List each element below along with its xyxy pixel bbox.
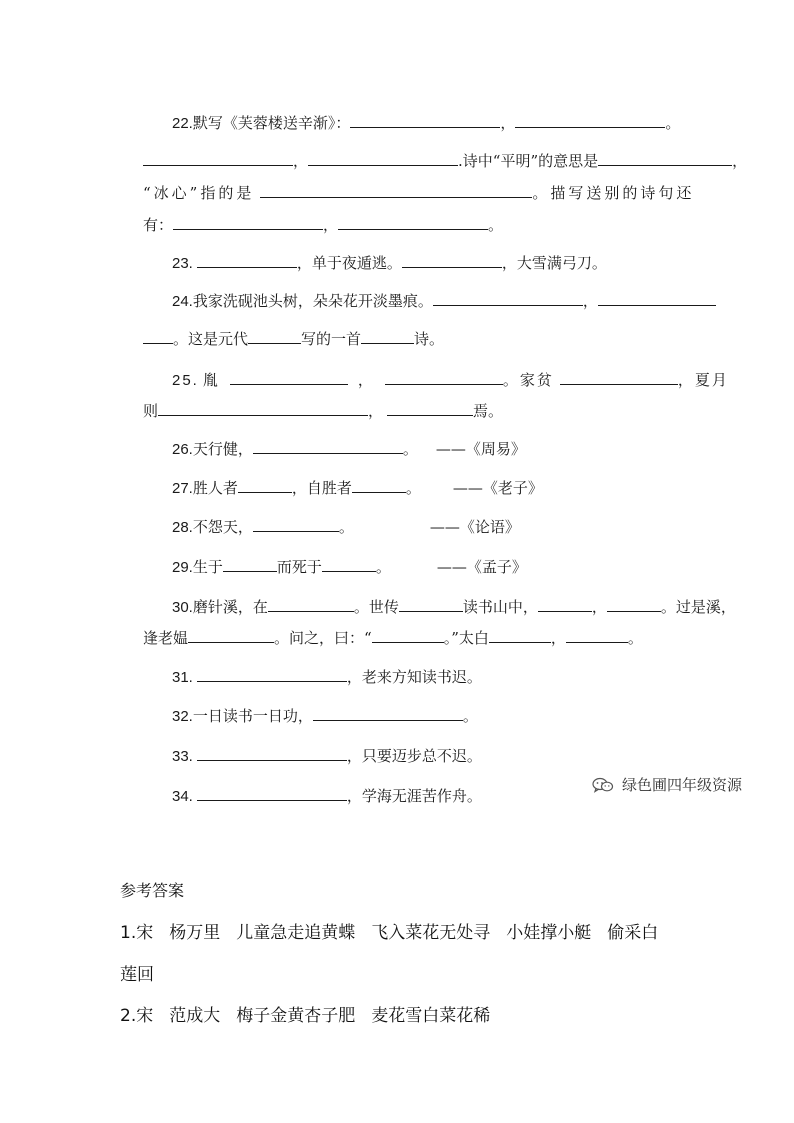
punctuation: ，: [732, 152, 748, 170]
watermark-text: 绿色圃四年级资源: [622, 776, 743, 794]
punctuation: 。: [665, 114, 681, 132]
question-number: 32.: [172, 708, 193, 725]
answer-blank[interactable]: [223, 556, 277, 572]
answer-part: 杨万里: [169, 923, 221, 943]
answer-blank[interactable]: [560, 369, 678, 385]
question-number: 26.: [172, 441, 193, 458]
source-citation: ——《老子》: [452, 479, 543, 497]
question-23: [172, 252, 607, 274]
question-text: 焉。: [473, 402, 504, 420]
question-text: 则: [143, 402, 159, 420]
question-text: 。过是溪，: [660, 598, 736, 616]
answer-blank[interactable]: [260, 182, 532, 198]
punctuation: ，: [323, 216, 339, 234]
question-22-line-2: [143, 150, 747, 171]
question-text: 读书山中，: [462, 598, 538, 616]
answer-blank[interactable]: [350, 112, 500, 128]
answer-2: [120, 1001, 490, 1026]
answer-1-line-1: [120, 918, 658, 943]
question-number: 27.: [172, 480, 193, 497]
answer-blank[interactable]: [433, 290, 583, 306]
answer-blank[interactable]: [385, 369, 503, 385]
punctuation: ，: [591, 598, 607, 616]
answer-part: 偷采白: [607, 923, 659, 943]
question-text: ，学海无涯苦作舟。: [346, 787, 482, 805]
question-text: 胤: [202, 371, 220, 389]
answer-number: 2.: [120, 1006, 137, 1026]
question-number: 25.: [172, 372, 199, 389]
punctuation: 。: [462, 707, 478, 725]
answer-blank[interactable]: [197, 745, 347, 761]
answer-blank[interactable]: [598, 290, 716, 306]
answers-heading: 参考答案: [120, 881, 185, 900]
question-number: 22.: [172, 115, 193, 132]
question-text: 。问之，曰：“: [274, 629, 372, 647]
question-text: 一日读书一日功，: [192, 707, 313, 725]
question-24-line-2: [143, 328, 444, 349]
answer-part: 宋: [136, 923, 154, 943]
question-29: [172, 556, 527, 578]
punctuation: 。: [488, 216, 504, 234]
answer-part: 范成大: [169, 1006, 221, 1026]
question-number: 29.: [172, 559, 193, 576]
source-citation: ——《周易》: [435, 440, 526, 458]
question-text: 磨针溪，在: [192, 598, 268, 616]
punctuation: ，: [293, 152, 309, 170]
answer-blank[interactable]: [238, 477, 292, 493]
answer-blank[interactable]: [372, 627, 444, 643]
punctuation: ，: [500, 114, 516, 132]
question-number: 23.: [172, 255, 193, 272]
answer-blank[interactable]: [143, 150, 293, 166]
question-text: 写的一首: [301, 330, 362, 348]
question-text: ，只要迈步总不迟。: [346, 747, 482, 765]
question-30-line-1: [172, 596, 736, 618]
punctuation: ，: [357, 371, 375, 389]
question-number: 28.: [172, 519, 193, 536]
answer-blank[interactable]: [322, 556, 376, 572]
answer-blank[interactable]: [607, 596, 661, 612]
answer-blank[interactable]: [538, 596, 592, 612]
question-text: 不怨天，: [192, 518, 253, 536]
answer-blank[interactable]: [399, 596, 463, 612]
answer-blank[interactable]: [387, 400, 473, 416]
question-number: 33.: [172, 748, 193, 765]
question-22-line-3: [143, 182, 694, 203]
question-text: 。”太白: [443, 629, 489, 647]
answer-blank[interactable]: [173, 214, 323, 230]
punctuation: ，: [550, 629, 566, 647]
answer-blank[interactable]: [338, 214, 488, 230]
question-33: [172, 745, 482, 767]
question-text: 。这是元代: [173, 330, 249, 348]
question-text: 。描写送别的诗句还: [532, 184, 695, 202]
punctuation: 。: [402, 440, 418, 458]
question-text: 默写《芙蓉楼送辛渐》：: [192, 114, 351, 132]
answer-number: 1.: [120, 923, 137, 943]
punctuation: ，: [368, 402, 384, 420]
question-30-line-2: [143, 627, 643, 648]
question-text: 。家贫: [502, 371, 554, 389]
answer-blank[interactable]: [197, 666, 347, 682]
punctuation: ，: [582, 292, 598, 310]
question-text: 而死于: [276, 558, 322, 576]
answer-blank[interactable]: [143, 328, 173, 344]
question-text: 。世传: [353, 598, 399, 616]
question-26: [172, 438, 526, 460]
answer-blank[interactable]: [197, 252, 297, 268]
answer-part: 麦花雪白菜花稀: [371, 1006, 491, 1026]
question-text: ，老来方知读书迟。: [346, 668, 482, 686]
question-text: “冰心”指的是: [143, 184, 255, 202]
answer-part: 梅子金黄杏子肥: [236, 1006, 356, 1026]
question-text: ，自胜者: [291, 479, 352, 497]
question-31: [172, 666, 482, 688]
question-text: ，大雪满弓刀。: [501, 254, 607, 272]
wechat-icon: [592, 777, 614, 793]
answer-blank[interactable]: [361, 328, 414, 344]
answer-blank[interactable]: [197, 785, 347, 801]
punctuation: 。: [405, 479, 421, 497]
answer-blank[interactable]: [489, 627, 551, 643]
answer-blank[interactable]: [308, 150, 458, 166]
question-text: ，夏月: [677, 371, 729, 389]
question-27: [172, 477, 543, 499]
question-25-line-2: [143, 400, 503, 421]
answer-blank[interactable]: [352, 477, 406, 493]
question-text: 天行健，: [192, 440, 253, 458]
answer-blank[interactable]: [598, 150, 732, 166]
punctuation: 。: [627, 629, 643, 647]
question-25-line-1: [172, 369, 729, 391]
answer-part: 飞入菜花无处寻: [371, 923, 491, 943]
answer-part: 小娃撑小艇: [506, 923, 592, 943]
question-number: 34.: [172, 788, 193, 805]
answer-blank[interactable]: [268, 596, 354, 612]
answer-blank[interactable]: [515, 112, 665, 128]
question-number: 31.: [172, 669, 193, 686]
answer-blank[interactable]: [158, 400, 368, 416]
answer-blank[interactable]: [253, 516, 339, 532]
question-24-line-1: [172, 290, 716, 312]
answer-part: 宋: [136, 1006, 154, 1026]
question-number: 30.: [172, 599, 193, 616]
source-citation: ——《孟子》: [436, 558, 527, 576]
answer-blank[interactable]: [402, 252, 502, 268]
question-text: ，单于夜遁逃。: [296, 254, 402, 272]
question-text: 诗。: [414, 330, 445, 348]
source-citation: ——《论语》: [429, 518, 520, 536]
answer-blank[interactable]: [248, 328, 301, 344]
watermark: [592, 774, 742, 795]
answer-blank[interactable]: [566, 627, 628, 643]
answer-blank[interactable]: [188, 627, 274, 643]
question-number: 24.: [172, 293, 193, 310]
answer-blank[interactable]: [253, 438, 403, 454]
question-22-line-4: [143, 214, 503, 235]
punctuation: 。: [375, 558, 391, 576]
answer-part: 儿童急走追黄蝶: [236, 923, 356, 943]
answer-blank[interactable]: [230, 369, 348, 385]
question-28: [172, 516, 520, 538]
punctuation: 。: [338, 518, 354, 536]
question-32: [172, 705, 478, 727]
question-text: 生于: [192, 558, 223, 576]
answer-blank[interactable]: [313, 705, 463, 721]
question-text: 胜人者: [192, 479, 238, 497]
question-text: 我家洗砚池头树，朵朵花开淡墨痕。: [192, 292, 433, 310]
answer-1-line-2: 莲回: [120, 965, 154, 985]
question-22-line-1: [172, 112, 680, 134]
question-text: 逢老媪: [143, 629, 189, 647]
question-text: .诗中“平明”的意思是: [458, 152, 599, 170]
question-34: [172, 785, 482, 807]
question-text: 有：: [143, 216, 174, 234]
